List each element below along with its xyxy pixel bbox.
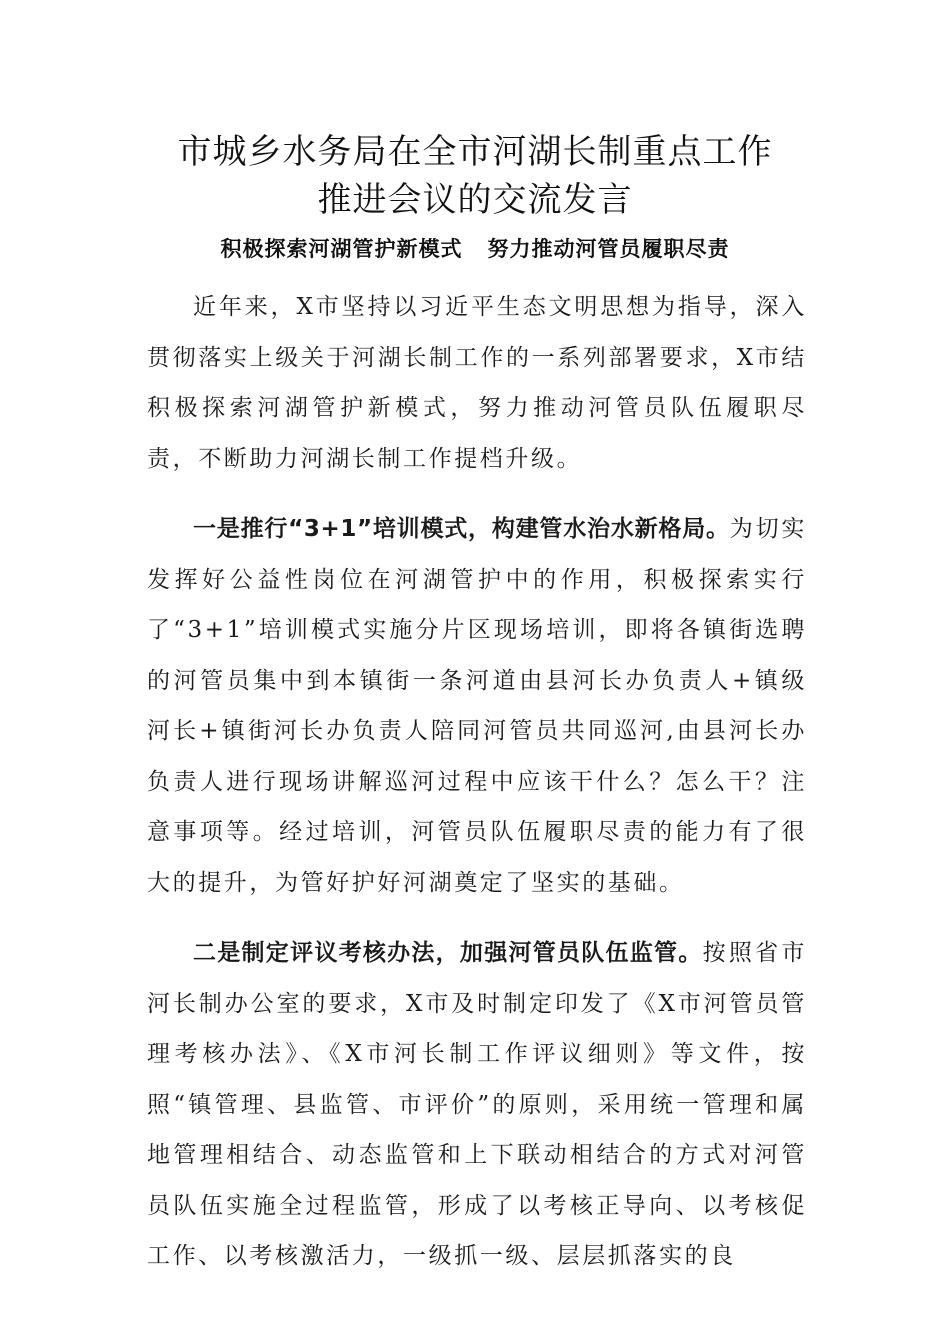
title-line-2: 推进会议的交流发言 <box>317 180 633 220</box>
paragraph-intro <box>147 282 807 484</box>
paragraph-training <box>147 504 807 908</box>
document-title <box>0 128 950 224</box>
document-body <box>147 282 807 1282</box>
paragraph-text: 近年来，X市坚持以习近平生态文明思想为指导，深入贯彻落实上级关于河湖长制工作的一系列部署要求，X市结积极探索河湖管护新模式，努力推动河管员队伍履职尽责，不断助力河湖长制工作提档升级。 <box>147 294 807 472</box>
document-subtitle: 积极探索河湖管护新模式 努力推动河管员履职尽责 <box>220 237 730 261</box>
paragraph-lead: 一是推行“3+1”培训模式，构建管水治水新格局。 <box>193 516 730 542</box>
title-line-1: 市城乡水务局在全市河湖长制重点工作 <box>177 132 773 172</box>
paragraph-lead: 二是制定评议考核办法，加强河管员队伍监管。 <box>193 940 703 966</box>
paragraph-text: 为切实发挥好公益性岗位在河湖管护中的作用，积极探索实行了“3+1”培训模式实施分片区现场培训，即将各镇街选聘的河管员集中到本镇街一条河道由县河长办负责人+镇级河长+镇街河长办负责人陪同河管员共同巡河,由县河长办负责人进行现场讲解巡河过程中应该干什么？怎么干？注意事项等。经过培训，河管员队伍履职尽责的能力有了很大的提升，为管好护好河湖奠定了坚实的基础。 <box>147 516 807 896</box>
paragraph-text: 按照省市河长制办公室的要求，X市及时制定印发了《X市河管员管理考核办法》、《X市河长制工作评议细则》等文件，按照“镇管理、县监管、市评价”的原则，采用统一管理和属地管理相结合、动态监管和上下联动相结合的方式对河管员队伍实施全过程监管，形成了以考核正导向、以考核促工作、以考核激活力，一级抓一级、层层抓落实的良 <box>147 940 807 1269</box>
paragraph-assessment <box>147 928 807 1282</box>
